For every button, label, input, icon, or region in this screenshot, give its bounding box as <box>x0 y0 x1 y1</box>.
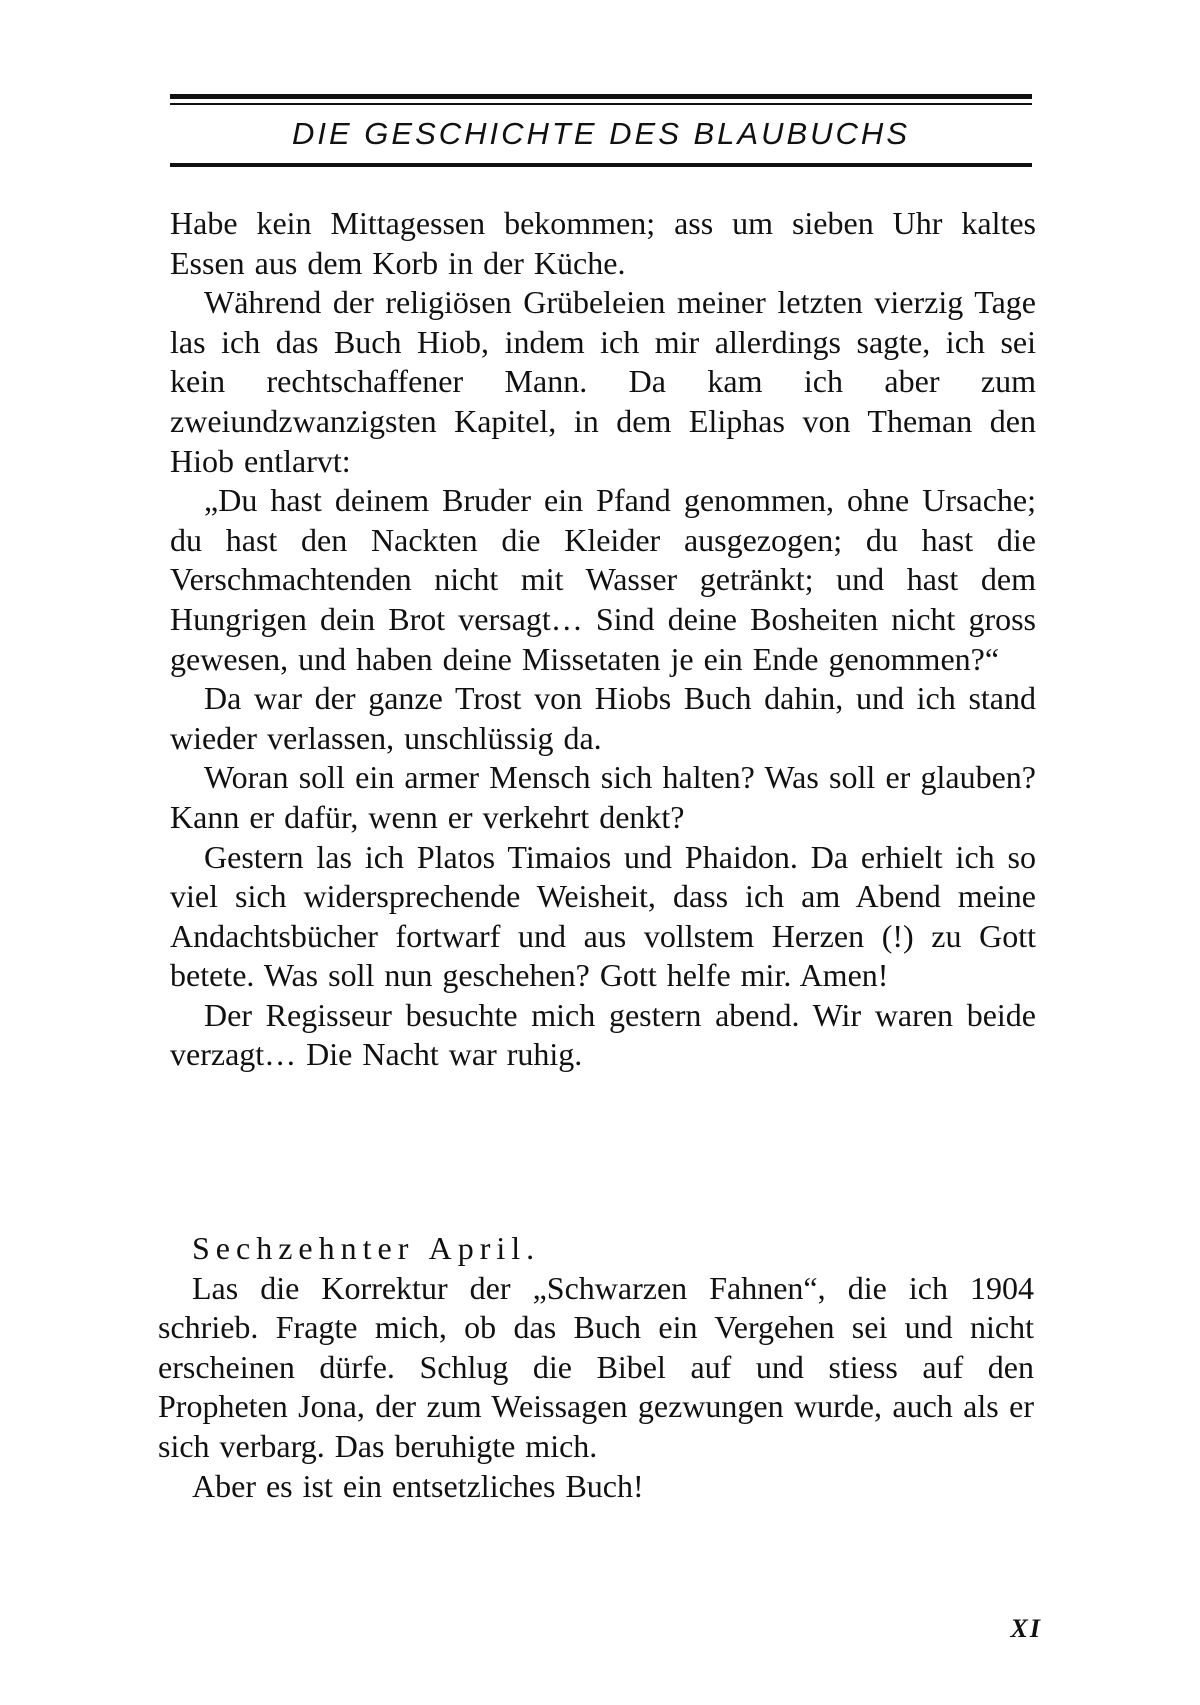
header-rule-bottom <box>170 163 1032 167</box>
quotation-paragraph: „Du hast deinem Bruder ein Pfand genommen, ohne Ursache; du hast den Nackten die Kleider ausgezogen; du hast die Verschmachtenden nicht mit Wasser getränkt; und hast dem Hungrigen dein Brot versagt… Sind deine Bosheiten nicht gross gewesen, und haben deine Missetaten je ein Ende genommen?“ <box>170 482 1036 677</box>
paragraph: Las die Korrektur der „Schwarzen Fahnen“, die ich 1904 schrieb. Fragte mich, ob das Buch ein Vergehen sei und nicht erscheinen dürfe. Schlug die Bibel auf und stiess auf den Propheten Jona, der zum Weissagen gezwungen wurde, auch als er sich verbarg. Das beruhigte mich. <box>158 1269 1034 1464</box>
paragraph: Woran soll ein armer Mensch sich halten? Was soll er glauben? Kann er dafür, wenn er verkehrt denkt? <box>170 759 1036 835</box>
page-number: XI <box>1010 1614 1042 1643</box>
header-rule-thick <box>170 94 1032 99</box>
paragraph: Habe kein Mittagessen bekommen; ass um sieben Uhr kaltes Essen aus dem Korb in der Küche. <box>170 205 1036 281</box>
paragraph: Da war der ganze Trost von Hiobs Buch dahin, und ich stand wieder verlassen, unschlüssig da. <box>170 680 1036 756</box>
entry-first-body <box>170 204 1036 1075</box>
entry-second-body <box>158 1229 1034 1506</box>
paragraph: Gestern las ich Platos Timaios und Phaidon. Da erhielt ich so viel sich widersprechende Weisheit, dass ich am Abend meine Andachtsbücher fortwarf und aus vollstem Herzen (!) zu Gott betete. Was soll nun geschehen? Gott helfe mir. Amen! <box>170 838 1036 994</box>
paragraph: Während der religiösen Grübeleien meiner letzten vierzig Tage las ich das Buch Hiob, indem ich mir allerdings sagte, ich sei kein rechtschaffener Mann. Da kam ich aber zum zweiundzwanzigsten Kapitel, in dem Eliphas von Theman den Hiob entlarvt: <box>170 284 1036 479</box>
entry-date-heading: Sechzehnter April. <box>192 1230 541 1266</box>
paragraph: Der Regisseur besuchte mich gestern abend. Wir waren beide verzagt… Die Nacht war ruhig. <box>170 996 1036 1073</box>
running-header <box>170 94 1032 167</box>
running-head-title: DIE GESCHICHTE DES BLAUBUCHS <box>292 116 910 151</box>
paragraph: Aber es ist ein entsetzliches Buch! <box>192 1467 644 1504</box>
